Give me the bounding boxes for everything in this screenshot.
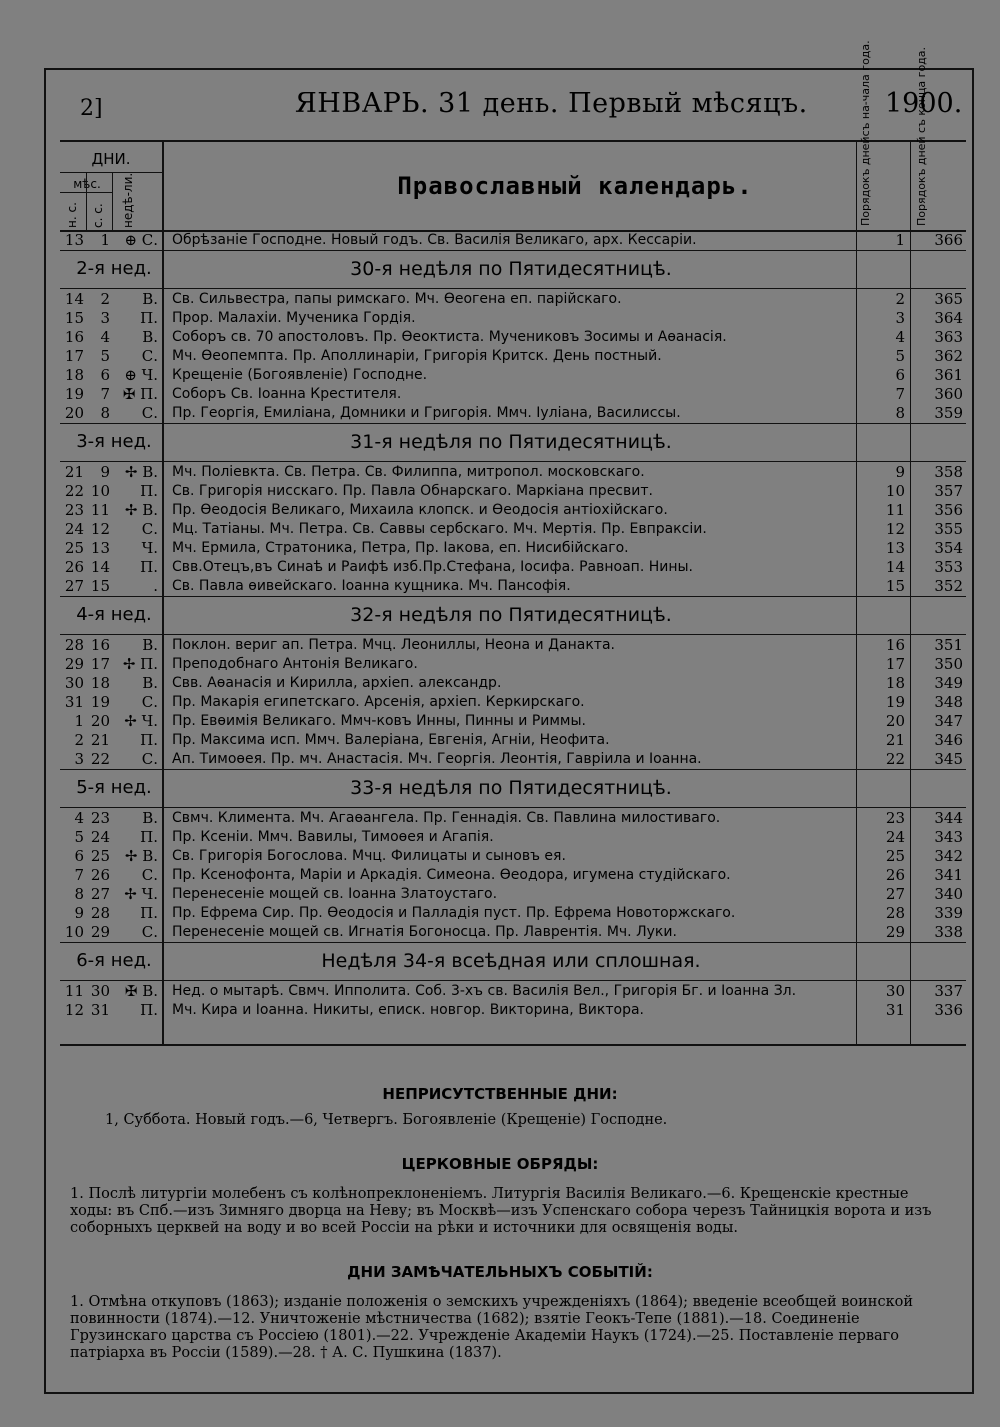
saints-text: Пр. Макарія египетскаго. Арсенія, архіеп. Керкирскаго.: [172, 694, 585, 710]
day-old-style: 25: [90, 847, 110, 865]
day-old-style: 19: [90, 693, 110, 711]
days-from-start: 2: [895, 290, 905, 308]
page-title: ЯНВАРЬ. 31 день. Первый мѣсяцъ.: [295, 88, 808, 119]
day-row: [60, 347, 966, 366]
week-label: 5-я нед.: [76, 777, 152, 798]
days-to-end-header: Порядокъ дней съ конца года.: [915, 46, 928, 226]
days-header: ДНИ.: [91, 150, 131, 168]
weekday: П.: [140, 904, 158, 922]
day-old-style: 1: [100, 231, 110, 249]
days-to-end: 357: [934, 482, 963, 500]
day-row: [60, 290, 966, 309]
day-old-style: 30: [90, 982, 110, 1000]
day-row: [60, 404, 966, 423]
saints-text: Св. Григорія нисскаго. Пр. Павла Обнарскаго. Маркіана пресвит.: [172, 483, 653, 499]
saints-text: Пр. Ефрема Сир. Пр. Өеодосія и Палладія пуст. Пр. Ефрема Новоторжскаго.: [172, 905, 736, 921]
day-new-style: 31: [64, 693, 84, 711]
day-new-style: 25: [64, 539, 84, 557]
weekday: П.: [140, 558, 158, 576]
days-from-start: 27: [885, 885, 905, 903]
weekday: ✢ Ч.: [124, 885, 158, 903]
days-from-start: 25: [885, 847, 905, 865]
day-new-style: 8: [74, 885, 84, 903]
days-to-end: 342: [934, 847, 963, 865]
day-row: [60, 809, 966, 828]
days-to-end: 353: [934, 558, 963, 576]
days-from-start: 22: [885, 750, 905, 768]
divider: [60, 288, 966, 289]
day-row: [60, 231, 966, 250]
saints-text: Мч. Поліевкта. Св. Петра. Св. Филиппа, митропол. московскаго.: [172, 464, 645, 480]
days-from-start: 15: [885, 577, 905, 595]
days-from-start: 3: [895, 309, 905, 327]
day-row: [60, 885, 966, 904]
weekday: ⊕ Ч.: [124, 366, 158, 384]
days-to-end: 365: [934, 290, 963, 308]
days-to-end: 349: [934, 674, 963, 692]
divider: [60, 461, 966, 462]
day-old-style: 12: [90, 520, 110, 538]
saints-text: Прор. Малахіи. Мученика Гордія.: [172, 310, 416, 326]
weekday: В.: [142, 674, 158, 692]
days-from-start: 9: [895, 463, 905, 481]
weekday: ✢ В.: [124, 463, 158, 481]
weekday: ✢ П.: [122, 655, 158, 673]
day-old-style: 20: [90, 712, 110, 730]
days-from-start: 30: [885, 982, 905, 1000]
day-row: [60, 712, 966, 731]
saints-text: Пр. Ксенофонта, Маріи и Аркадія. Симеона. Өеодора, игумена студійскаго.: [172, 867, 731, 883]
day-new-style: 17: [64, 347, 84, 365]
days-to-end: 338: [934, 923, 963, 941]
saints-text: Крещеніе (Богоявленіе) Господне.: [172, 367, 428, 383]
days-from-start: 12: [885, 520, 905, 538]
weekday: В.: [142, 328, 158, 346]
weekday: П.: [140, 309, 158, 327]
calendar-title: Православный календарь.: [397, 172, 753, 200]
week-label: 3-я нед.: [76, 431, 152, 452]
weekday: ✠ В.: [124, 982, 158, 1000]
day-new-style: 12: [64, 1001, 84, 1019]
weekday: ✠ П.: [122, 385, 158, 403]
saints-text: Св. Павла өивейскаго. Іоанна кущника. Мч. Пансофія.: [172, 578, 571, 594]
days-from-start: 24: [885, 828, 905, 846]
day-old-style: 31: [90, 1001, 110, 1019]
saints-text: Перенесеніе мощей св. Іоанна Златоустаго.: [172, 886, 498, 902]
day-old-style: 2: [100, 290, 110, 308]
days-from-start: 11: [885, 501, 905, 519]
saints-text: Поклон. вериг ап. Петра. Мчц. Леониллы, Неона и Данакта.: [172, 637, 615, 653]
day-old-style: 27: [90, 885, 110, 903]
day-new-style: 28: [64, 636, 84, 654]
days-from-start: 4: [895, 328, 905, 346]
saints-text: Мч. Өеопемпта. Пр. Аполлинаріи, Григорія Критск. День постный.: [172, 348, 662, 364]
rites-text: 1. Послѣ литургіи молебенъ съ колѣнопреклоненіемъ. Литургія Василія Великаго.—6. Крещенскіе крестные ходы: въ Спб.—изъ Зимняго дворца на Неву; въ Москвѣ—изъ Успенскаго собора черезъ Тайницкія ворота и изъ соборныхъ церквей на воду и во всей Россіи на рѣки и источники для освященія воды.: [70, 1186, 932, 1236]
day-old-style: 17: [90, 655, 110, 673]
days-from-start: 19: [885, 693, 905, 711]
weekday: .: [153, 577, 158, 595]
day-new-style: 3: [74, 750, 84, 768]
days-to-end: 350: [934, 655, 963, 673]
day-new-style: 22: [64, 482, 84, 500]
divider: [60, 769, 966, 770]
days-to-end: 343: [934, 828, 963, 846]
day-old-style: 15: [90, 577, 110, 595]
weekday: С.: [141, 866, 158, 884]
day-row: [60, 482, 966, 501]
day-old-style: 16: [90, 636, 110, 654]
events-heading: ДНИ ЗАМѢЧАТЕЛЬНЫХЪ СОБЫТІЙ:: [347, 1263, 653, 1281]
days-from-start: 20: [885, 712, 905, 730]
day-row: [60, 463, 966, 482]
days-to-end: 347: [934, 712, 963, 730]
day-new-style: 9: [74, 904, 84, 922]
weekday: С.: [141, 923, 158, 941]
day-new-style: 1: [74, 712, 84, 730]
divider: [60, 807, 966, 808]
days-to-end: 352: [934, 577, 963, 595]
days-from-start: 10: [885, 482, 905, 500]
days-from-start: 29: [885, 923, 905, 941]
day-row: [60, 674, 966, 693]
days-to-end: 336: [934, 1001, 963, 1019]
saints-text: Соборъ св. 70 апостоловъ. Пр. Өеоктиста. Мучениковъ Зосимы и Аөанасія.: [172, 329, 727, 345]
days-to-end: 340: [934, 885, 963, 903]
week-title: Недѣля 34-я всеѣдная или сплошная.: [321, 950, 701, 972]
day-old-style: 3: [100, 309, 110, 327]
saints-text: Пр. Ксеніи. Ммч. Вавилы, Тимоөея и Агапія.: [172, 829, 494, 845]
divider: [60, 250, 966, 251]
week-title: 30-я недѣля по Пятидесятницѣ.: [350, 258, 672, 280]
page-number: 2]: [80, 96, 103, 121]
day-new-style: 2: [74, 731, 84, 749]
weekday: С.: [141, 693, 158, 711]
days-to-end: 354: [934, 539, 963, 557]
day-new-style: 26: [64, 558, 84, 576]
days-from-start: 23: [885, 809, 905, 827]
saints-text: Пр. Өеодосія Великаго, Михаила клопск. и Өеодосія антіохійскаго.: [172, 502, 668, 518]
days-to-end: 363: [934, 328, 963, 346]
day-row: [60, 309, 966, 328]
day-row: [60, 1001, 966, 1020]
day-new-style: 13: [64, 231, 84, 249]
day-new-style: 10: [64, 923, 84, 941]
week-title: 33-я недѣля по Пятидесятницѣ.: [350, 777, 672, 799]
day-new-style: 4: [74, 809, 84, 827]
days-from-start: 8: [895, 404, 905, 422]
day-row: [60, 385, 966, 404]
weekday: В.: [142, 809, 158, 827]
old-style-header: с. с.: [91, 203, 105, 228]
saints-text: Преподобнаго Антонія Великаго.: [172, 656, 418, 672]
day-row: [60, 866, 966, 885]
saints-text: Обрѣзаніе Господне. Новый годъ. Св. Василія Великаго, арх. Кессаріи.: [172, 232, 697, 248]
days-to-end: 355: [934, 520, 963, 538]
week-label: 2-я нед.: [76, 258, 152, 279]
days-to-end: 337: [934, 982, 963, 1000]
divider: [60, 423, 966, 424]
day-old-style: 21: [90, 731, 110, 749]
day-old-style: 4: [100, 328, 110, 346]
day-new-style: 30: [64, 674, 84, 692]
day-row: [60, 558, 966, 577]
day-old-style: 10: [90, 482, 110, 500]
day-old-style: 8: [100, 404, 110, 422]
days-from-start-header: Порядокъ днейсъ на-чала года.: [859, 40, 872, 226]
weekday: С.: [141, 750, 158, 768]
days-from-start: 5: [895, 347, 905, 365]
day-old-style: 29: [90, 923, 110, 941]
day-row: [60, 904, 966, 923]
day-old-style: 5: [100, 347, 110, 365]
days-from-start: 21: [885, 731, 905, 749]
day-new-style: 29: [64, 655, 84, 673]
day-old-style: 23: [90, 809, 110, 827]
year: 1900.: [885, 88, 963, 119]
divider: [60, 596, 966, 597]
weekday: С.: [141, 404, 158, 422]
days-to-end: 344: [934, 809, 963, 827]
days-from-start: 17: [885, 655, 905, 673]
days-from-start: 14: [885, 558, 905, 576]
day-new-style: 6: [74, 847, 84, 865]
days-from-start: 28: [885, 904, 905, 922]
days-from-start: 1: [895, 231, 905, 249]
days-from-start: 31: [885, 1001, 905, 1019]
day-old-style: 28: [90, 904, 110, 922]
day-row: [60, 366, 966, 385]
saints-text: Пр. Максима исп. Ммч. Валеріана, Евгенія, Агніи, Неофита.: [172, 732, 610, 748]
day-old-style: 14: [90, 558, 110, 576]
saints-text: Соборъ Св. Іоанна Крестителя.: [172, 386, 402, 402]
day-new-style: 11: [64, 982, 84, 1000]
day-row: [60, 328, 966, 347]
month-header: мѣс.: [73, 177, 101, 191]
weekday: В.: [142, 636, 158, 654]
days-from-start: 16: [885, 636, 905, 654]
day-new-style: 21: [64, 463, 84, 481]
days-to-end: 361: [934, 366, 963, 384]
saints-text: Мч. Ермила, Стратоника, Петра, Пр. Іакова, еп. Нисибійскаго.: [172, 540, 629, 556]
rites-heading: ЦЕРКОВНЫЕ ОБРЯДЫ:: [401, 1155, 599, 1173]
weekday: П.: [140, 1001, 158, 1019]
weekday-header: недѣ-ли.: [121, 172, 135, 228]
day-row: [60, 577, 966, 596]
saints-text: Ап. Тимоөея. Пр. мч. Анастасія. Мч. Георгія. Леонтія, Гавріила и Іоанна.: [172, 751, 702, 767]
days-to-end: 356: [934, 501, 963, 519]
nonpresence-text: 1, Суббота. Новый годъ.—6, Четвергъ. Богоявленіе (Крещеніе) Господне.: [105, 1112, 668, 1128]
days-from-start: 26: [885, 866, 905, 884]
days-from-start: 18: [885, 674, 905, 692]
day-new-style: 5: [74, 828, 84, 846]
day-new-style: 18: [64, 366, 84, 384]
day-row: [60, 982, 966, 1001]
day-row: [60, 501, 966, 520]
days-to-end: 362: [934, 347, 963, 365]
week-label: 4-я нед.: [76, 604, 152, 625]
new-style-header: н. с.: [65, 202, 79, 228]
weekday: П.: [140, 731, 158, 749]
days-to-end: 360: [934, 385, 963, 403]
day-old-style: 6: [100, 366, 110, 384]
saints-text: Пр. Евөимія Великаго. Ммч-ковъ Инны, Пинны и Риммы.: [172, 713, 586, 729]
saints-text: Нед. о мытарѣ. Свмч. Ипполита. Соб. 3-хъ св. Василія Вел., Григорія Бг. и Іоанна Зл.: [172, 983, 797, 999]
weekday: С.: [141, 347, 158, 365]
nonpresence-heading: НЕПРИСУТСТВЕННЫЕ ДНИ:: [382, 1085, 618, 1103]
weekday: С.: [141, 520, 158, 538]
day-new-style: 23: [64, 501, 84, 519]
day-row: [60, 539, 966, 558]
divider: [60, 942, 966, 943]
days-to-end: 339: [934, 904, 963, 922]
week-label: 6-я нед.: [76, 950, 152, 971]
days-to-end: 351: [934, 636, 963, 654]
day-new-style: 14: [64, 290, 84, 308]
day-old-style: 24: [90, 828, 110, 846]
day-new-style: 15: [64, 309, 84, 327]
days-from-start: 13: [885, 539, 905, 557]
saints-text: Пр. Георгія, Емиліана, Домники и Григорія. Ммч. Іуліана, Василиссы.: [172, 405, 681, 421]
day-new-style: 20: [64, 404, 84, 422]
days-to-end: 364: [934, 309, 963, 327]
day-row: [60, 693, 966, 712]
day-old-style: 22: [90, 750, 110, 768]
weekday: В.: [142, 290, 158, 308]
day-old-style: 26: [90, 866, 110, 884]
events-text: 1. Отмѣна откуповъ (1863); изданіе положенія о земскихъ учрежденіяхъ (1864); введеніе всеобщей воинской повинности (1874).—12. Уничтоженіе мѣстничества (1682); взятіе Геокъ-Тепе (1881).—18. Соединеніе Грузинскаго царства съ Россіею (1801).—22. Учрежденіе Академіи Наукъ (1724).—25. Поставленіе перваго патріарха въ Россіи (1589).—28. † А. С. Пушкина (1837).: [70, 1294, 914, 1361]
days-to-end: 346: [934, 731, 963, 749]
day-row: [60, 520, 966, 539]
day-row: [60, 655, 966, 674]
days-to-end: 358: [934, 463, 963, 481]
saints-text: Мц. Татіаны. Мч. Петра. Св. Саввы сербскаго. Мч. Мертія. Пр. Евпраксіи.: [172, 521, 707, 537]
weekday: П.: [140, 482, 158, 500]
day-old-style: 18: [90, 674, 110, 692]
day-new-style: 16: [64, 328, 84, 346]
day-old-style: 13: [90, 539, 110, 557]
weekday: Ч.: [141, 539, 158, 557]
divider: [60, 634, 966, 635]
day-new-style: 24: [64, 520, 84, 538]
day-old-style: 9: [100, 463, 110, 481]
day-row: [60, 923, 966, 942]
saints-text: Свв. Аөанасія и Кирилла, архіеп. александр.: [172, 675, 502, 691]
days-to-end: 359: [934, 404, 963, 422]
days-from-start: 7: [895, 385, 905, 403]
day-row: [60, 731, 966, 750]
saints-text: Свмч. Климента. Мч. Агаөангела. Пр. Геннадія. Св. Павлина милостиваго.: [172, 810, 721, 826]
day-old-style: 11: [90, 501, 110, 519]
weekday: ⊕ С.: [124, 231, 158, 249]
days-to-end: 345: [934, 750, 963, 768]
weekday: ✢ В.: [124, 501, 158, 519]
week-title: 31-я недѣля по Пятидесятницѣ.: [350, 431, 672, 453]
weekday: ✢ Ч.: [124, 712, 158, 730]
divider: [60, 980, 966, 981]
day-new-style: 27: [64, 577, 84, 595]
day-old-style: 7: [100, 385, 110, 403]
day-row: [60, 847, 966, 866]
saints-text: Перенесеніе мощей св. Игнатія Богоносца. Пр. Лаврентія. Мч. Луки.: [172, 924, 677, 940]
saints-text: Св. Сильвестра, папы римскаго. Мч. Өеогена еп. парійскаго.: [172, 291, 622, 307]
saints-text: Мч. Кира и Іоанна. Никиты, еписк. новгор. Викторина, Виктора.: [172, 1002, 644, 1018]
week-title: 32-я недѣля по Пятидесятницѣ.: [350, 604, 672, 626]
days-to-end: 366: [934, 231, 963, 249]
weekday: ✢ В.: [124, 847, 158, 865]
day-row: [60, 750, 966, 769]
weekday: П.: [140, 828, 158, 846]
days-to-end: 348: [934, 693, 963, 711]
day-new-style: 7: [74, 866, 84, 884]
saints-text: Свв.Отецъ,въ Синаѣ и Раифѣ изб.Пр.Стефана, Іосифа. Равноап. Нины.: [172, 559, 694, 575]
day-row: [60, 636, 966, 655]
day-row: [60, 828, 966, 847]
day-new-style: 19: [64, 385, 84, 403]
days-from-start: 6: [895, 366, 905, 384]
saints-text: Св. Григорія Богослова. Мчц. Филицаты и сыновъ ея.: [172, 848, 566, 864]
days-to-end: 341: [934, 866, 963, 884]
